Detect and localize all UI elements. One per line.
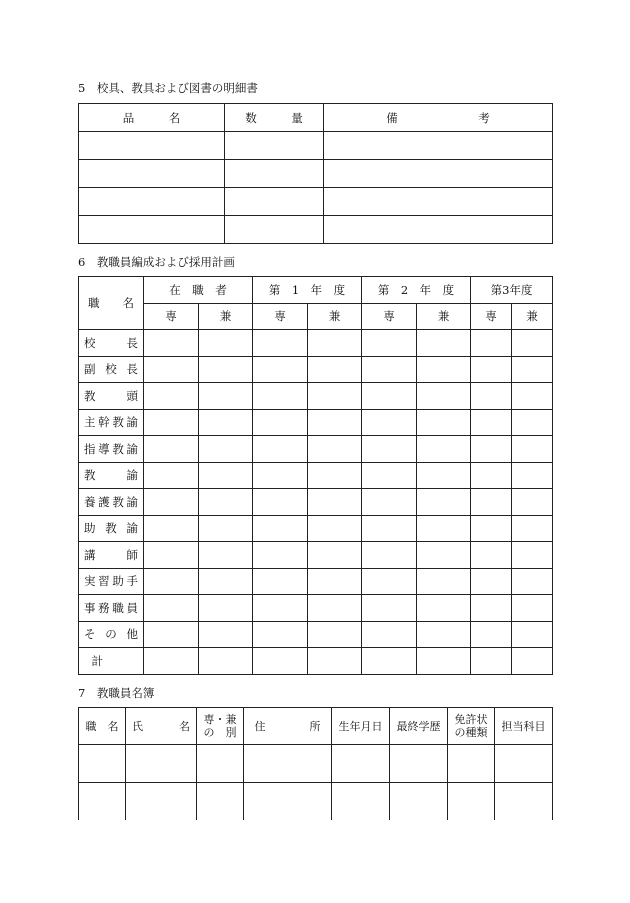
subheader-fulltime: 専 [253, 303, 308, 330]
column-header-position: 職 名 [79, 708, 126, 745]
table-row [79, 216, 553, 244]
table-cell[interactable] [79, 783, 126, 821]
table-cell[interactable] [308, 436, 362, 463]
equipment-table [78, 103, 553, 244]
table-cell[interactable] [253, 462, 308, 489]
table-row [79, 462, 553, 489]
table-cell[interactable] [199, 621, 253, 648]
table-cell[interactable] [362, 515, 417, 542]
table-cell[interactable] [253, 330, 308, 357]
table-cell[interactable] [362, 356, 417, 383]
total-label: 計 [79, 648, 144, 675]
table-row [79, 489, 553, 516]
table-cell[interactable] [362, 383, 417, 410]
table-cell[interactable] [253, 409, 308, 436]
table-cell[interactable] [471, 568, 512, 595]
table-cell[interactable] [308, 462, 362, 489]
table-cell[interactable] [253, 436, 308, 463]
column-header-address: 住 所 [244, 708, 332, 745]
group-header-year-2: 第 2 年 度 [362, 277, 471, 304]
table-cell[interactable] [144, 436, 199, 463]
table-cell[interactable] [244, 783, 332, 821]
table-cell[interactable] [253, 568, 308, 595]
table-cell[interactable] [253, 595, 308, 622]
table-cell[interactable] [495, 783, 553, 821]
subheader-parttime: 兼 [308, 303, 362, 330]
role-label: 校長 [79, 330, 144, 357]
table-cell[interactable] [512, 621, 553, 648]
table-cell[interactable] [144, 330, 199, 357]
column-header-quantity: 数 量 [225, 104, 324, 132]
table-cell[interactable] [253, 542, 308, 569]
table-cell[interactable] [199, 462, 253, 489]
column-header-remarks: 備 考 [324, 104, 553, 132]
column-header-license [448, 708, 495, 745]
table-cell[interactable] [417, 595, 471, 622]
table-cell[interactable] [417, 409, 471, 436]
table-cell[interactable] [512, 330, 553, 357]
subheader-fulltime: 専 [144, 303, 199, 330]
table-cell[interactable] [324, 132, 553, 160]
table-cell[interactable] [471, 595, 512, 622]
table-cell[interactable] [199, 515, 253, 542]
table-cell[interactable] [362, 542, 417, 569]
table-row [79, 621, 553, 648]
table-cell[interactable] [471, 462, 512, 489]
table-cell[interactable] [471, 515, 512, 542]
table-cell[interactable] [512, 515, 553, 542]
table-cell[interactable] [512, 595, 553, 622]
table-cell[interactable] [308, 621, 362, 648]
column-header-subject: 担当科目 [495, 708, 553, 745]
table-cell[interactable] [308, 409, 362, 436]
table-cell[interactable] [199, 648, 253, 675]
column-header-role: 職 名 [79, 277, 144, 330]
section5-heading: 5 校具、教具および図書の明細書 [78, 81, 258, 95]
section7-heading: 7 教職員名簿 [78, 686, 155, 700]
table-cell[interactable] [471, 542, 512, 569]
column-header-item-name: 品 名 [79, 104, 225, 132]
table-cell[interactable] [512, 542, 553, 569]
table-cell[interactable] [197, 783, 244, 821]
table-cell[interactable] [362, 436, 417, 463]
table-cell[interactable] [417, 515, 471, 542]
table-cell[interactable] [417, 383, 471, 410]
license-line1: 免許状 [454, 713, 488, 726]
table-cell[interactable] [308, 489, 362, 516]
table-cell[interactable] [332, 783, 390, 821]
table-cell[interactable] [471, 621, 512, 648]
table-cell[interactable] [512, 648, 553, 675]
column-header-name: 氏 名 [126, 708, 197, 745]
role-label: 主幹教諭 [79, 409, 144, 436]
table-cell[interactable] [144, 515, 199, 542]
table-cell[interactable] [199, 568, 253, 595]
table-cell[interactable] [199, 383, 253, 410]
table-header-row [79, 104, 553, 132]
table-cell[interactable] [199, 356, 253, 383]
table-row [79, 515, 553, 542]
table-row [79, 783, 553, 821]
table-cell[interactable] [362, 568, 417, 595]
table-cell[interactable] [471, 409, 512, 436]
role-label: 事務職員 [79, 595, 144, 622]
employment-type-line2: の 別 [203, 726, 237, 739]
table-cell[interactable] [512, 568, 553, 595]
table-cell[interactable] [512, 383, 553, 410]
table-row [79, 160, 553, 188]
table-cell[interactable] [390, 783, 448, 821]
table-header-row [79, 708, 553, 745]
table-cell[interactable] [144, 383, 199, 410]
table-row [79, 436, 553, 463]
table-cell[interactable] [308, 595, 362, 622]
group-header-year-1: 第 1 年 度 [253, 277, 362, 304]
table-cell[interactable] [417, 648, 471, 675]
table-cell[interactable] [512, 356, 553, 383]
table-cell[interactable] [448, 745, 495, 783]
table-cell[interactable] [495, 745, 553, 783]
role-label: 講師 [79, 542, 144, 569]
subheader-fulltime: 専 [471, 303, 512, 330]
table-cell[interactable] [126, 745, 197, 783]
table-cell[interactable] [308, 383, 362, 410]
table-cell[interactable] [417, 462, 471, 489]
table-subheader-row [79, 303, 553, 330]
subheader-fulltime: 専 [362, 303, 417, 330]
table-row [79, 409, 553, 436]
table-cell[interactable] [512, 409, 553, 436]
column-header-employment-type [197, 708, 244, 745]
table-cell[interactable] [144, 489, 199, 516]
subheader-parttime: 兼 [417, 303, 471, 330]
table-cell[interactable] [308, 356, 362, 383]
table-row [79, 595, 553, 622]
table-cell[interactable] [417, 356, 471, 383]
table-cell[interactable] [144, 542, 199, 569]
role-label: 指導教諭 [79, 436, 144, 463]
table-cell[interactable] [512, 436, 553, 463]
table-cell[interactable] [417, 568, 471, 595]
table-cell[interactable] [471, 648, 512, 675]
table-cell[interactable] [225, 132, 324, 160]
table-cell[interactable] [417, 330, 471, 357]
table-cell[interactable] [362, 462, 417, 489]
role-label: 養護教諭 [79, 489, 144, 516]
section6-heading: 6 教職員編成および採用計画 [78, 255, 235, 269]
table-cell[interactable] [225, 188, 324, 216]
table-cell[interactable] [308, 568, 362, 595]
table-cell[interactable] [253, 515, 308, 542]
table-cell[interactable] [417, 436, 471, 463]
role-label: 教頭 [79, 383, 144, 410]
table-cell[interactable] [253, 621, 308, 648]
role-label: 副校長 [79, 356, 144, 383]
table-cell[interactable] [199, 330, 253, 357]
table-row [79, 330, 553, 357]
table-cell[interactable] [308, 515, 362, 542]
role-label: 実習助手 [79, 568, 144, 595]
table-cell[interactable] [144, 409, 199, 436]
table-cell[interactable] [199, 409, 253, 436]
table-row [79, 542, 553, 569]
table-cell[interactable] [362, 595, 417, 622]
table-row [79, 383, 553, 410]
table-row [79, 188, 553, 216]
table-cell[interactable] [253, 356, 308, 383]
table-cell[interactable] [199, 595, 253, 622]
table-cell[interactable] [324, 216, 553, 244]
table-cell[interactable] [417, 621, 471, 648]
table-cell[interactable] [362, 409, 417, 436]
group-header-year-3: 第3年度 [471, 277, 553, 304]
table-cell[interactable] [253, 383, 308, 410]
table-row [79, 745, 553, 783]
table-cell[interactable] [471, 436, 512, 463]
subheader-parttime: 兼 [199, 303, 253, 330]
table-row [79, 132, 553, 160]
table-cell[interactable] [362, 489, 417, 516]
table-cell[interactable] [362, 330, 417, 357]
group-header-current-staff: 在 職 者 [144, 277, 253, 304]
table-cell[interactable] [417, 542, 471, 569]
table-row [79, 568, 553, 595]
staff-roster-table [78, 707, 553, 820]
column-header-birthdate: 生年月日 [332, 708, 390, 745]
table-cell[interactable] [362, 621, 417, 648]
table-cell[interactable] [79, 188, 225, 216]
table-cell[interactable] [199, 489, 253, 516]
table-cell[interactable] [308, 542, 362, 569]
table-cell[interactable] [144, 568, 199, 595]
table-cell[interactable] [253, 648, 308, 675]
table-cell[interactable] [244, 745, 332, 783]
table-cell[interactable] [324, 160, 553, 188]
table-cell[interactable] [144, 621, 199, 648]
table-cell[interactable] [308, 330, 362, 357]
table-cell[interactable] [471, 330, 512, 357]
subheader-parttime: 兼 [512, 303, 553, 330]
table-cell[interactable] [79, 160, 225, 188]
table-cell[interactable] [79, 132, 225, 160]
table-cell[interactable] [324, 188, 553, 216]
employment-type-line1: 専・兼 [203, 713, 237, 726]
table-cell[interactable] [197, 745, 244, 783]
role-label: 助教諭 [79, 515, 144, 542]
license-line2: の種類 [454, 726, 488, 739]
table-row [79, 356, 553, 383]
column-header-education: 最終学歴 [390, 708, 448, 745]
table-cell[interactable] [199, 436, 253, 463]
table-cell[interactable] [471, 489, 512, 516]
table-cell[interactable] [417, 489, 471, 516]
total-row [79, 648, 553, 675]
table-cell[interactable] [448, 783, 495, 821]
table-cell[interactable] [332, 745, 390, 783]
table-cell[interactable] [79, 216, 225, 244]
table-cell[interactable] [225, 160, 324, 188]
table-cell[interactable] [144, 648, 199, 675]
table-cell[interactable] [225, 216, 324, 244]
table-cell[interactable] [362, 648, 417, 675]
table-cell[interactable] [199, 542, 253, 569]
staffing-plan-table [78, 276, 553, 675]
role-label: その他 [79, 621, 144, 648]
table-cell[interactable] [144, 595, 199, 622]
role-label: 教諭 [79, 462, 144, 489]
table-cell[interactable] [144, 356, 199, 383]
table-cell[interactable] [79, 745, 126, 783]
table-cell[interactable] [471, 383, 512, 410]
table-cell[interactable] [512, 489, 553, 516]
table-cell[interactable] [471, 356, 512, 383]
table-header-row [79, 277, 553, 304]
table-cell[interactable] [253, 489, 308, 516]
table-cell[interactable] [126, 783, 197, 821]
table-cell[interactable] [144, 462, 199, 489]
table-cell[interactable] [308, 648, 362, 675]
table-cell[interactable] [390, 745, 448, 783]
table-cell[interactable] [512, 462, 553, 489]
